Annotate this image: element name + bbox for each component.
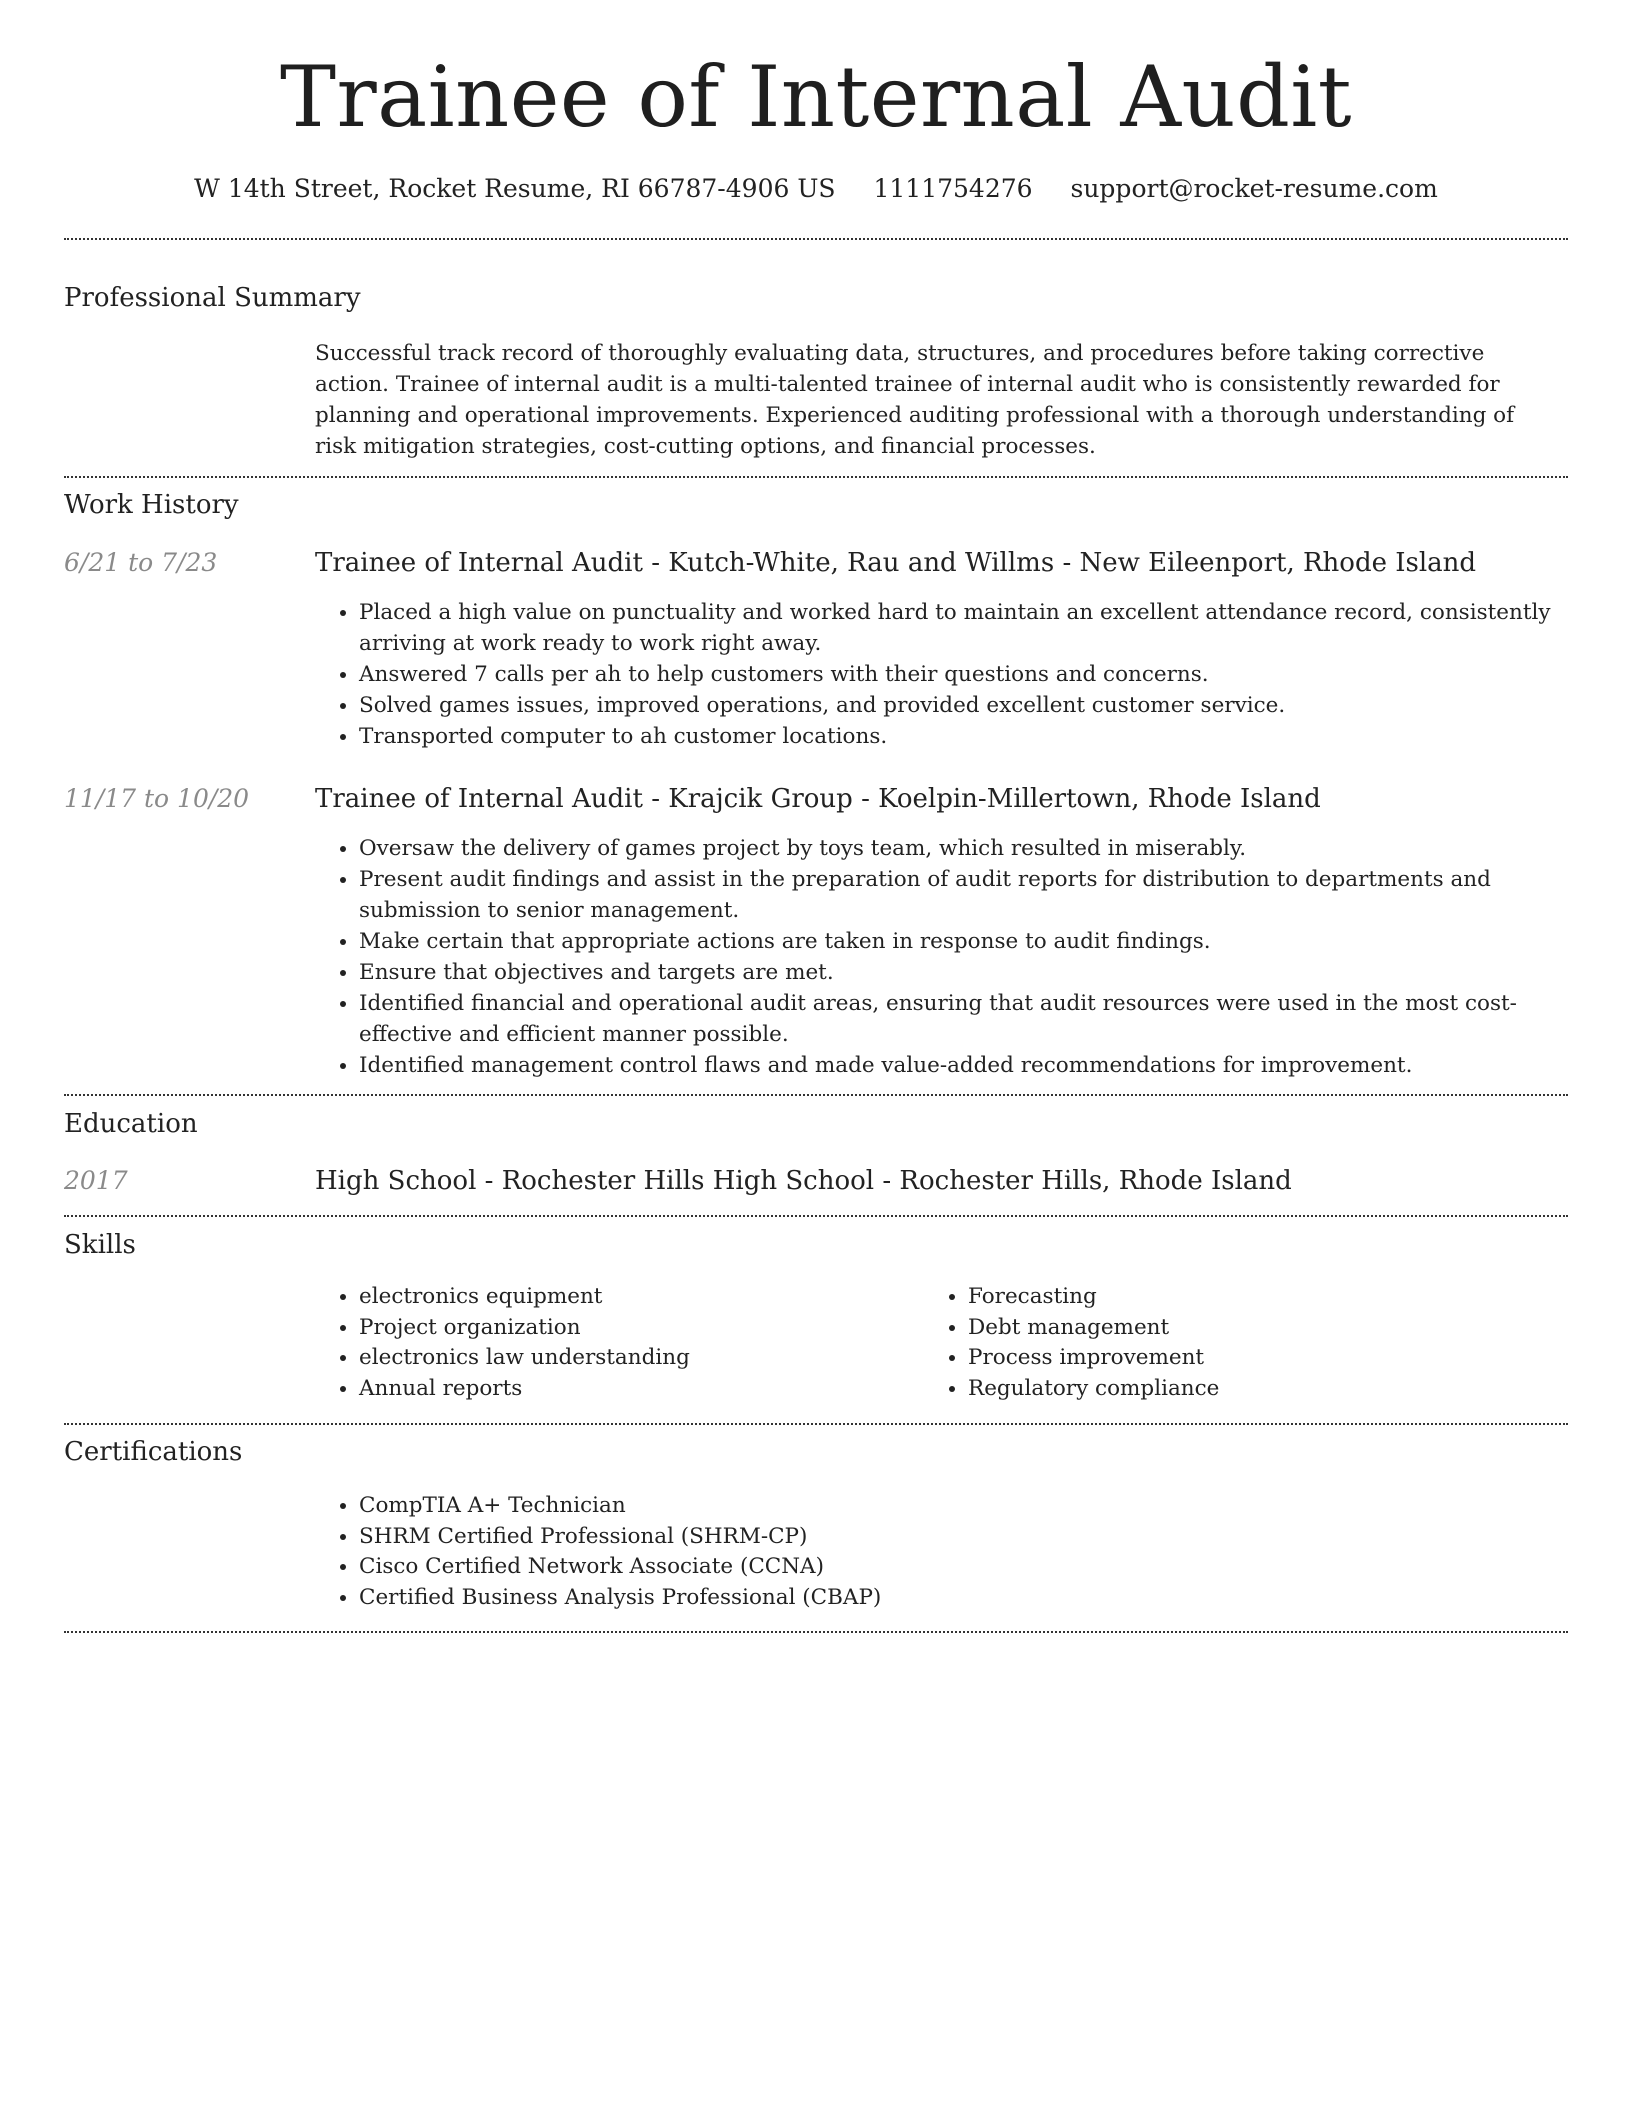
list-item: • Identified management control flaws and made value-added recommendations for improvement.	[359, 1050, 1609, 1081]
contact-email: support@rocket-resume.com	[1070, 174, 1438, 203]
list-item: • Ensure that objectives and targets are met.	[359, 957, 1609, 988]
divider	[64, 1094, 1568, 1096]
contact-address: W 14th Street, Rocket Resume, RI 66787-4906 US	[194, 174, 836, 203]
list-item: • Identified financial and operational audit areas, ensuring that audit resources were used in the most cost-effective and efficient manner possible.	[359, 988, 1609, 1050]
certification-item: • SHRM Certified Professional (SHRM-CP)	[359, 1522, 1259, 1553]
job-details: - Krajcik Group - Koelpin-Millertown, Rhode Island	[642, 784, 1321, 814]
section-title-education: Education	[64, 1109, 198, 1139]
divider	[64, 476, 1568, 478]
divider	[64, 1631, 1568, 1633]
divider	[64, 238, 1568, 240]
contact-phone: 1111754276	[873, 174, 1033, 203]
skills-list-right	[924, 1282, 1568, 1404]
list-item: • Placed a high value on punctuality and worked hard to maintain an excellent attendance record, consistently arriving at work ready to work right away.	[359, 597, 1609, 659]
list-item: • Make certain that appropriate actions are taken in response to audit findings.	[359, 926, 1609, 957]
list-item: • Transported computer to ah customer locations.	[359, 721, 1609, 752]
job-role: Trainee of Internal Audit	[315, 548, 643, 578]
list-item: • Solved games issues, improved operations, and provided excellent customer service.	[359, 690, 1609, 721]
divider	[64, 1215, 1568, 1217]
section-title-summary: Professional Summary	[64, 283, 361, 313]
job-role: Trainee of Internal Audit	[315, 784, 643, 814]
divider	[64, 1423, 1568, 1425]
job-heading	[315, 545, 1476, 581]
job-bullets	[315, 597, 1609, 752]
certifications-list	[315, 1491, 1259, 1613]
education-details: - Rochester Hills High School - Rochester Hills, Rhode Island	[476, 1166, 1292, 1196]
skill-item: • Debt management	[968, 1313, 1568, 1344]
certification-item: • Certified Business Analysis Professional (CBAP)	[359, 1583, 1259, 1614]
skills-list-left	[315, 1282, 919, 1404]
skill-item: • Annual reports	[359, 1374, 919, 1405]
summary-text: Successful track record of thoroughly evaluating data, structures, and procedures before taking corrective action. Trainee of internal audit is a multi-talented trainee of internal audit who is consistently rewarded for planning and operational improvements. Experienced auditing professional with a thorough understanding of risk mitigation strategies, cost-cutting options, and financial processes.	[315, 341, 1515, 459]
contact-line	[64, 170, 1568, 208]
job-dates: 6/21 to 7/23	[64, 548, 218, 577]
skill-item: • electronics law understanding	[359, 1343, 919, 1374]
skill-item: • Project organization	[359, 1313, 919, 1344]
education-date: 2017	[64, 1166, 128, 1195]
skill-item: • Regulatory compliance	[968, 1374, 1568, 1405]
section-title-certifications: Certifications	[64, 1437, 243, 1467]
list-item: • Answered 7 calls per ah to help customers with their questions and concerns.	[359, 659, 1609, 690]
section-title-work: Work History	[64, 490, 239, 520]
education-heading	[315, 1163, 1292, 1199]
education-degree: High School	[315, 1166, 477, 1196]
certification-item: • CompTIA A+ Technician	[359, 1491, 1259, 1522]
list-item: • Present audit findings and assist in the preparation of audit reports for distribution to departments and submission to senior management.	[359, 864, 1609, 926]
job-details: - Kutch-White, Rau and Willms - New Eileenport, Rhode Island	[642, 548, 1477, 578]
skill-item: • electronics equipment	[359, 1282, 919, 1313]
candidate-name: Trainee of Internal Audit	[279, 48, 1352, 146]
skill-item: • Forecasting	[968, 1282, 1568, 1313]
job-bullets	[315, 833, 1609, 1081]
certification-item: • Cisco Certified Network Associate (CCNA)	[359, 1552, 1259, 1583]
job-heading	[315, 781, 1321, 817]
skill-item: • Process improvement	[968, 1343, 1568, 1374]
job-dates: 11/17 to 10/20	[64, 784, 250, 813]
section-title-skills: Skills	[64, 1230, 136, 1260]
list-item: • Oversaw the delivery of games project by toys team, which resulted in miserably.	[359, 833, 1609, 864]
